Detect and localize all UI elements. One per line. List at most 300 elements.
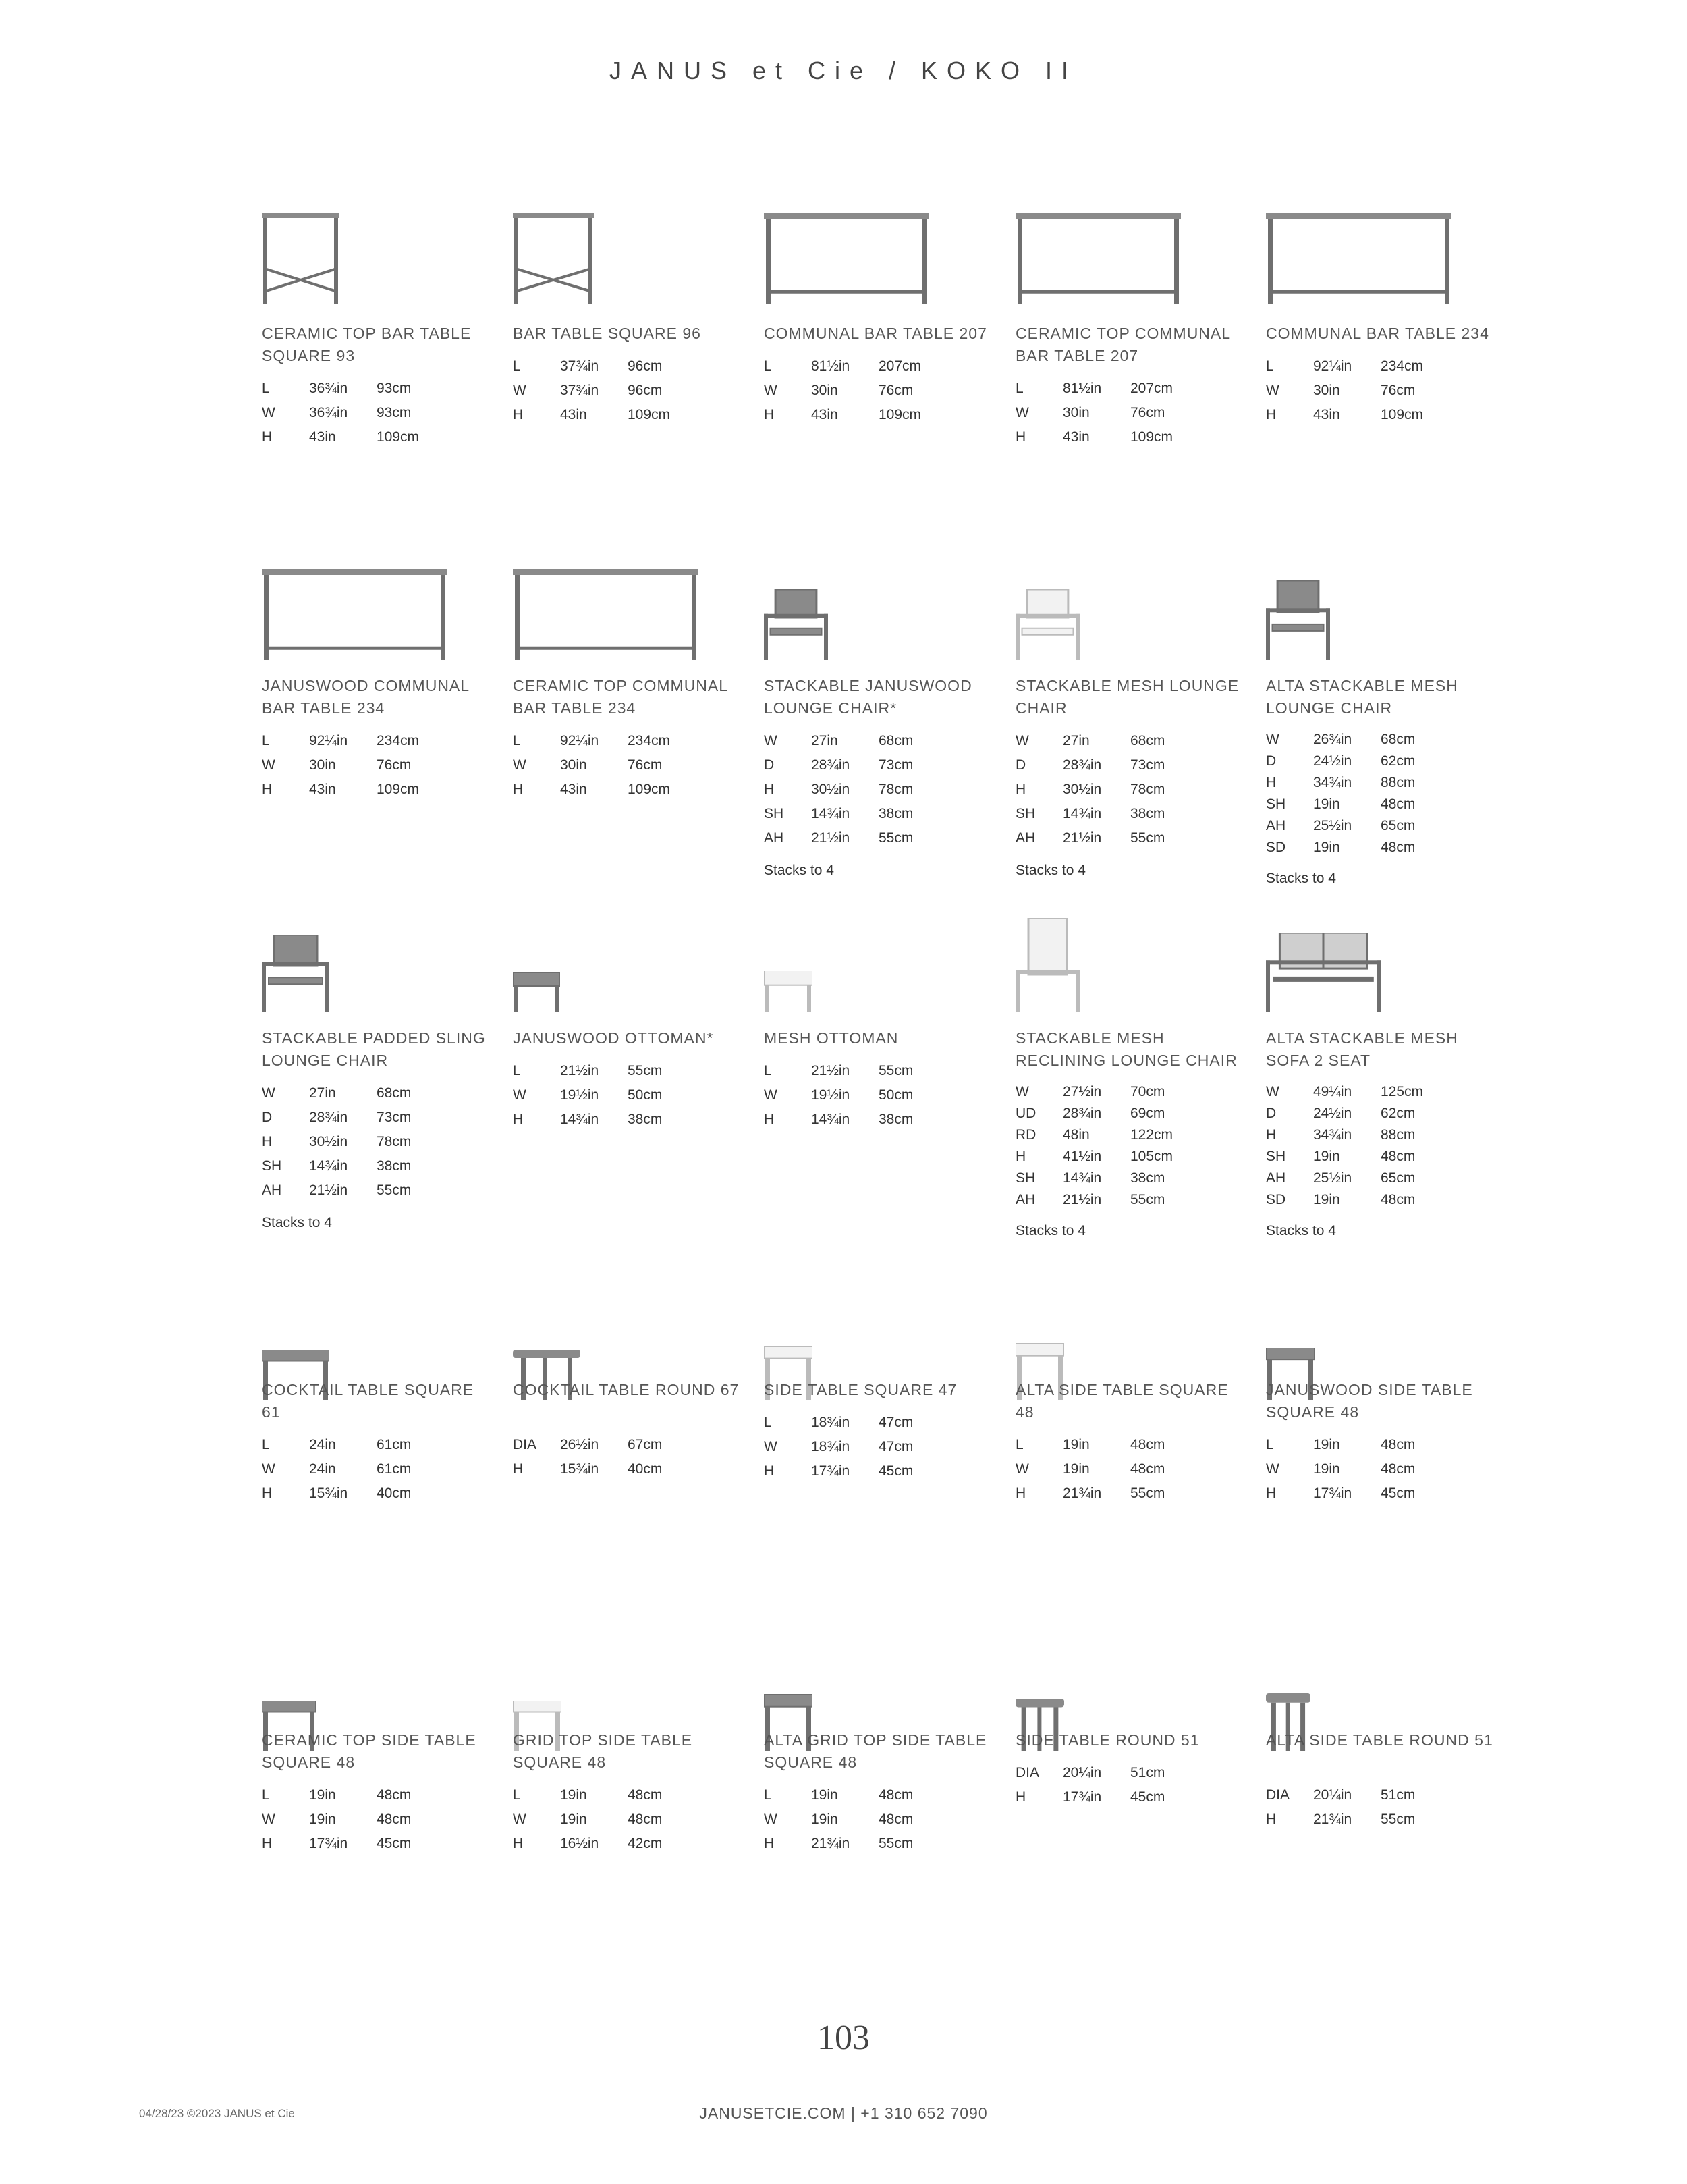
spec-row [262, 1457, 444, 1481]
product-specs [262, 1783, 444, 1856]
spec-key: L [513, 358, 521, 374]
spec-key: H [1016, 429, 1026, 445]
product-specs [513, 1433, 695, 1481]
product-specs [1266, 1433, 1448, 1506]
spec-metric: 55cm [1130, 1192, 1165, 1207]
spec-row [1016, 1146, 1198, 1168]
product-image [513, 569, 698, 660]
product-name: COCKTAIL TABLE SQUARE 61 [262, 1381, 474, 1421]
spec-key: H [262, 782, 273, 797]
spec-metric: 48cm [1130, 1437, 1165, 1452]
spec-row [513, 1832, 695, 1856]
spec-key: SH [1266, 796, 1286, 812]
product-image [1016, 589, 1080, 660]
spec-metric: 109cm [1130, 429, 1173, 445]
spec-metric: 109cm [628, 407, 671, 422]
spec-metric: 47cm [879, 1415, 914, 1430]
spec-imperial: 28¾in [1063, 1105, 1102, 1121]
spec-key: H [764, 1463, 775, 1479]
spec-key: D [1266, 753, 1277, 769]
spec-key: H [1266, 407, 1277, 422]
spec-key: L [262, 1787, 270, 1803]
spec-imperial: 19in [1313, 1437, 1340, 1452]
spec-imperial: 21½in [309, 1182, 348, 1198]
spec-row [513, 753, 695, 777]
spec-metric: 38cm [628, 1112, 663, 1127]
spec-row [262, 425, 444, 449]
product-name: SIDE TABLE SQUARE 47 [764, 1381, 958, 1398]
spec-imperial: 81½in [1063, 381, 1102, 396]
product-specs [1266, 1783, 1448, 1832]
spec-key: W [1266, 1461, 1279, 1477]
spec-key: DIA [1266, 1787, 1290, 1803]
product-specs [1016, 1081, 1198, 1211]
product-name: ALTA SIDE TABLE ROUND 51 [1266, 1731, 1493, 1749]
spec-metric: 76cm [628, 757, 663, 773]
spec-row [1266, 729, 1448, 750]
spec-metric: 48cm [1130, 1461, 1165, 1477]
spec-row [1266, 1807, 1448, 1832]
spec-imperial: 19in [1313, 840, 1340, 855]
product-name: STACKABLE MESH RECLINING LOUNGE CHAIR [1016, 1029, 1238, 1069]
spec-key: L [262, 1437, 270, 1452]
product-specs [764, 1059, 946, 1132]
spec-row [1266, 379, 1448, 403]
spec-metric: 105cm [1130, 1149, 1173, 1164]
spec-key: W [1266, 732, 1279, 747]
spec-row [262, 1433, 444, 1457]
spec-row [513, 354, 695, 379]
spec-row [764, 1083, 946, 1108]
page-number: 103 [817, 2019, 870, 2057]
spec-key: AH [262, 1182, 282, 1198]
spec-row [1266, 750, 1448, 772]
spec-metric: 42cm [628, 1836, 663, 1851]
spec-metric: 78cm [879, 782, 914, 797]
spec-row [1266, 1124, 1448, 1146]
spec-row [1266, 1081, 1448, 1103]
spec-imperial: 30½in [1063, 782, 1102, 797]
spec-imperial: 27½in [1063, 1084, 1102, 1099]
spec-metric: 109cm [1381, 407, 1424, 422]
product-note: Stacks to 4 [764, 863, 834, 878]
product-specs [764, 1411, 946, 1483]
spec-imperial: 17¾in [309, 1836, 348, 1851]
spec-imperial: 19½in [560, 1087, 599, 1103]
spec-key: L [262, 381, 270, 396]
spec-metric: 47cm [879, 1439, 914, 1454]
spec-key: H [262, 1836, 273, 1851]
spec-row [1016, 777, 1198, 802]
spec-row [1016, 401, 1198, 425]
spec-row [1016, 377, 1198, 401]
product-image [513, 213, 594, 304]
spec-row [1016, 1189, 1198, 1211]
spec-metric: 68cm [879, 733, 914, 748]
spec-key: W [764, 383, 777, 398]
spec-metric: 48cm [377, 1811, 412, 1827]
spec-row [262, 1783, 444, 1807]
product-name: CERAMIC TOP BAR TABLE SQUARE 93 [262, 325, 472, 364]
spec-metric: 55cm [879, 830, 914, 846]
spec-metric: 48cm [628, 1787, 663, 1803]
spec-row [1016, 1785, 1198, 1809]
spec-key: H [1016, 1485, 1026, 1501]
product-specs [513, 729, 695, 802]
spec-row [1266, 1168, 1448, 1189]
spec-imperial: 14¾in [811, 806, 850, 821]
spec-row [764, 403, 946, 427]
spec-key: W [1016, 1461, 1029, 1477]
spec-metric: 76cm [1130, 405, 1165, 420]
product-specs [262, 1081, 444, 1203]
spec-metric: 67cm [628, 1437, 663, 1452]
spec-imperial: 19in [1313, 1461, 1340, 1477]
spec-key: H [513, 1836, 524, 1851]
spec-row [1266, 794, 1448, 815]
spec-metric: 207cm [879, 358, 922, 374]
product-name: ALTA GRID TOP SIDE TABLE SQUARE 48 [764, 1731, 987, 1771]
spec-imperial: 19in [1063, 1437, 1090, 1452]
spec-imperial: 92¼in [309, 733, 348, 748]
spec-imperial: 30in [1313, 383, 1340, 398]
spec-metric: 65cm [1381, 818, 1416, 834]
spec-key: W [513, 383, 526, 398]
spec-key: W [1266, 1084, 1279, 1099]
spec-imperial: 30in [1063, 405, 1090, 420]
spec-key: AH [1016, 1192, 1036, 1207]
spec-metric: 55cm [1130, 830, 1165, 846]
spec-row [1016, 1081, 1198, 1103]
spec-imperial: 14¾in [811, 1112, 850, 1127]
product-image [1266, 580, 1330, 660]
spec-metric: 68cm [1130, 733, 1165, 748]
spec-key: W [262, 1461, 275, 1477]
spec-metric: 55cm [1381, 1811, 1416, 1827]
spec-metric: 125cm [1381, 1084, 1424, 1099]
spec-key: W [262, 1811, 275, 1827]
spec-imperial: 14¾in [1063, 806, 1102, 821]
spec-row [1266, 403, 1448, 427]
spec-metric: 38cm [377, 1158, 412, 1174]
spec-key: L [1266, 1437, 1274, 1452]
product-name: CERAMIC TOP COMMUNAL BAR TABLE 207 [1016, 325, 1231, 364]
spec-row [1266, 354, 1448, 379]
product-name: COMMUNAL BAR TABLE 234 [1266, 325, 1489, 342]
spec-key: W [1016, 1084, 1029, 1099]
spec-key: H [1016, 1149, 1026, 1164]
spec-imperial: 24½in [1313, 753, 1352, 769]
spec-key: H [262, 429, 273, 445]
spec-row [513, 1807, 695, 1832]
spec-imperial: 92¼in [560, 733, 599, 748]
spec-row [764, 1807, 946, 1832]
spec-row [1016, 753, 1198, 777]
spec-metric: 76cm [377, 757, 412, 773]
spec-imperial: 43in [560, 782, 587, 797]
page-header-title: JANUS et Cie / KOKO II [609, 57, 1078, 84]
spec-imperial: 36¾in [309, 405, 348, 420]
spec-metric: 50cm [628, 1087, 663, 1103]
spec-metric: 109cm [879, 407, 922, 422]
spec-imperial: 27in [1063, 733, 1090, 748]
spec-imperial: 17¾in [1063, 1789, 1102, 1805]
spec-imperial: 81½in [811, 358, 850, 374]
spec-imperial: 92¼in [1313, 358, 1352, 374]
spec-row [764, 1059, 946, 1083]
product-note: Stacks to 4 [1016, 1223, 1086, 1238]
spec-key: RD [1016, 1127, 1036, 1143]
spec-key: AH [1266, 818, 1286, 834]
spec-key: W [764, 1439, 777, 1454]
spec-metric: 55cm [879, 1063, 914, 1079]
spec-metric: 88cm [1381, 1127, 1416, 1143]
spec-imperial: 30in [811, 383, 838, 398]
product-name: GRID TOP SIDE TABLE SQUARE 48 [513, 1731, 693, 1771]
spec-row [1016, 1124, 1198, 1146]
spec-metric: 48cm [879, 1811, 914, 1827]
spec-imperial: 27in [309, 1085, 336, 1101]
product-specs [764, 729, 946, 850]
spec-imperial: 36¾in [309, 381, 348, 396]
spec-row [262, 1130, 444, 1154]
spec-key: H [764, 1112, 775, 1127]
spec-key: L [513, 733, 521, 748]
product-name: MESH OTTOMAN [764, 1029, 899, 1047]
spec-row [262, 401, 444, 425]
spec-row [262, 729, 444, 753]
spec-imperial: 24½in [1313, 1105, 1352, 1121]
spec-imperial: 30in [560, 757, 587, 773]
spec-key: W [764, 733, 777, 748]
product-name: COCKTAIL TABLE ROUND 67 [513, 1381, 740, 1398]
spec-imperial: 34¾in [1313, 1127, 1352, 1143]
spec-row [1016, 1433, 1198, 1457]
spec-key: W [764, 1087, 777, 1103]
spec-metric: 109cm [377, 782, 420, 797]
product-specs [513, 354, 695, 427]
spec-key: L [764, 1787, 772, 1803]
spec-row [1266, 837, 1448, 858]
footer-date-copyright: 04/28/23 ©2023 JANUS et Cie [139, 2107, 295, 2120]
spec-row [1016, 1457, 1198, 1481]
spec-key: L [513, 1063, 521, 1079]
spec-imperial: 14¾in [309, 1158, 348, 1174]
spec-metric: 93cm [377, 381, 412, 396]
spec-key: H [513, 782, 524, 797]
spec-row [764, 1435, 946, 1459]
spec-imperial: 43in [309, 429, 336, 445]
spec-key: W [513, 1087, 526, 1103]
spec-imperial: 37¾in [560, 383, 599, 398]
spec-row [262, 777, 444, 802]
spec-imperial: 43in [1313, 407, 1340, 422]
product-note: Stacks to 4 [1266, 871, 1336, 886]
spec-imperial: 28¾in [309, 1110, 348, 1125]
spec-key: H [1266, 775, 1277, 790]
spec-key: D [262, 1110, 273, 1125]
footer-contact: JANUSETCIE.COM | +1 310 652 7090 [699, 2104, 988, 2122]
spec-metric: 78cm [1130, 782, 1165, 797]
product-specs [1016, 1761, 1198, 1809]
spec-row [513, 729, 695, 753]
spec-row [513, 403, 695, 427]
spec-key: H [1266, 1127, 1277, 1143]
spec-imperial: 43in [811, 407, 838, 422]
spec-key: D [764, 757, 775, 773]
spec-row [1016, 1481, 1198, 1506]
spec-row [262, 1807, 444, 1832]
product-name: STACKABLE MESH LOUNGE CHAIR [1016, 677, 1240, 717]
spec-metric: 73cm [377, 1110, 412, 1125]
spec-key: L [764, 1063, 772, 1079]
spec-row [764, 826, 946, 850]
spec-row [764, 379, 946, 403]
spec-metric: 65cm [1381, 1170, 1416, 1186]
spec-key: H [1266, 1811, 1277, 1827]
spec-row [1016, 729, 1198, 753]
spec-imperial: 25½in [1313, 1170, 1352, 1186]
product-name: CERAMIC TOP SIDE TABLE SQUARE 48 [262, 1731, 476, 1771]
spec-imperial: 43in [1063, 429, 1090, 445]
spec-metric: 45cm [377, 1836, 412, 1851]
spec-metric: 38cm [879, 806, 914, 821]
spec-imperial: 20¼in [1063, 1765, 1102, 1780]
spec-row [1016, 802, 1198, 826]
spec-metric: 55cm [628, 1063, 663, 1079]
spec-metric: 48cm [1381, 1192, 1416, 1207]
spec-key: DIA [513, 1437, 537, 1452]
spec-imperial: 21½in [1063, 830, 1102, 846]
spec-imperial: 21¾in [811, 1836, 850, 1851]
spec-metric: 61cm [377, 1461, 412, 1477]
spec-imperial: 48in [1063, 1127, 1090, 1143]
spec-key: SD [1266, 1192, 1286, 1207]
spec-imperial: 19in [811, 1787, 838, 1803]
spec-row [262, 1105, 444, 1130]
spec-key: SH [1016, 806, 1036, 821]
spec-key: L [262, 733, 270, 748]
spec-metric: 68cm [377, 1085, 412, 1101]
spec-key: D [1016, 757, 1026, 773]
spec-key: AH [1266, 1170, 1286, 1186]
spec-row [764, 1108, 946, 1132]
product-specs [1016, 377, 1198, 449]
spec-key: H [1266, 1485, 1277, 1501]
spec-row [1266, 815, 1448, 837]
product-name: JANUSWOOD SIDE TABLE SQUARE 48 [1266, 1381, 1473, 1421]
product-name: COMMUNAL BAR TABLE 207 [764, 325, 987, 342]
spec-metric: 68cm [1381, 732, 1416, 747]
spec-metric: 38cm [1130, 806, 1165, 821]
spec-metric: 73cm [1130, 757, 1165, 773]
spec-metric: 51cm [1381, 1787, 1416, 1803]
spec-imperial: 14¾in [1063, 1170, 1102, 1186]
product-name: JANUSWOOD COMMUNAL BAR TABLE 234 [262, 677, 470, 717]
spec-imperial: 49¼in [1313, 1084, 1352, 1099]
product-image [764, 213, 929, 304]
spec-imperial: 24in [309, 1437, 336, 1452]
spec-metric: 61cm [377, 1437, 412, 1452]
spec-metric: 45cm [1130, 1789, 1165, 1805]
spec-key: W [1016, 733, 1029, 748]
spec-row [1266, 1783, 1448, 1807]
spec-imperial: 21½in [811, 830, 850, 846]
product-note: Stacks to 4 [1266, 1223, 1336, 1238]
product-image [513, 972, 560, 1012]
spec-imperial: 26½in [560, 1437, 599, 1452]
spec-row [764, 1459, 946, 1483]
spec-imperial: 27in [811, 733, 838, 748]
spec-row [1266, 1146, 1448, 1168]
product-name: CERAMIC TOP COMMUNAL BAR TABLE 234 [513, 677, 728, 717]
spec-metric: 62cm [1381, 1105, 1416, 1121]
spec-key: H [513, 1112, 524, 1127]
product-specs [1016, 729, 1198, 850]
spec-key: H [262, 1134, 273, 1149]
spec-key: H [1016, 782, 1026, 797]
spec-key: H [764, 782, 775, 797]
product-image [1016, 918, 1080, 1012]
spec-row [764, 729, 946, 753]
product-specs [1266, 729, 1448, 858]
spec-key: H [764, 407, 775, 422]
spec-key: H [513, 1461, 524, 1477]
spec-metric: 55cm [879, 1836, 914, 1851]
spec-imperial: 43in [560, 407, 587, 422]
spec-metric: 48cm [1381, 1149, 1416, 1164]
spec-row [262, 1481, 444, 1506]
spec-row [262, 1081, 444, 1105]
product-image [764, 971, 812, 1012]
spec-key: SH [1266, 1149, 1286, 1164]
product-name: ALTA SIDE TABLE SQUARE 48 [1016, 1381, 1229, 1421]
spec-imperial: 14¾in [560, 1112, 599, 1127]
spec-key: SH [1016, 1170, 1036, 1186]
spec-key: W [513, 1811, 526, 1827]
spec-metric: 70cm [1130, 1084, 1165, 1099]
spec-metric: 62cm [1381, 753, 1416, 769]
product-specs [764, 1783, 946, 1856]
spec-metric: 69cm [1130, 1105, 1165, 1121]
spec-imperial: 21¾in [1063, 1485, 1102, 1501]
spec-row [1266, 1103, 1448, 1124]
spec-row [262, 377, 444, 401]
product-image [1266, 933, 1381, 1012]
spec-metric: 122cm [1130, 1127, 1173, 1143]
product-name: JANUSWOOD OTTOMAN* [513, 1029, 714, 1047]
spec-row [764, 1783, 946, 1807]
spec-imperial: 30½in [309, 1134, 348, 1149]
spec-key: SH [262, 1158, 282, 1174]
spec-row [764, 1832, 946, 1856]
product-image [764, 589, 828, 660]
spec-row [513, 1059, 695, 1083]
spec-key: L [764, 1415, 772, 1430]
spec-row [1266, 1189, 1448, 1211]
product-name: ALTA STACKABLE MESH LOUNGE CHAIR [1266, 677, 1458, 717]
spec-imperial: 43in [309, 782, 336, 797]
spec-key: L [1266, 358, 1274, 374]
spec-key: UD [1016, 1105, 1036, 1121]
spec-imperial: 19in [309, 1787, 336, 1803]
spec-imperial: 19in [1313, 796, 1340, 812]
spec-metric: 40cm [628, 1461, 663, 1477]
spec-imperial: 15¾in [309, 1485, 348, 1501]
spec-key: L [1016, 381, 1024, 396]
spec-metric: 50cm [879, 1087, 914, 1103]
spec-key: SD [1266, 840, 1286, 855]
